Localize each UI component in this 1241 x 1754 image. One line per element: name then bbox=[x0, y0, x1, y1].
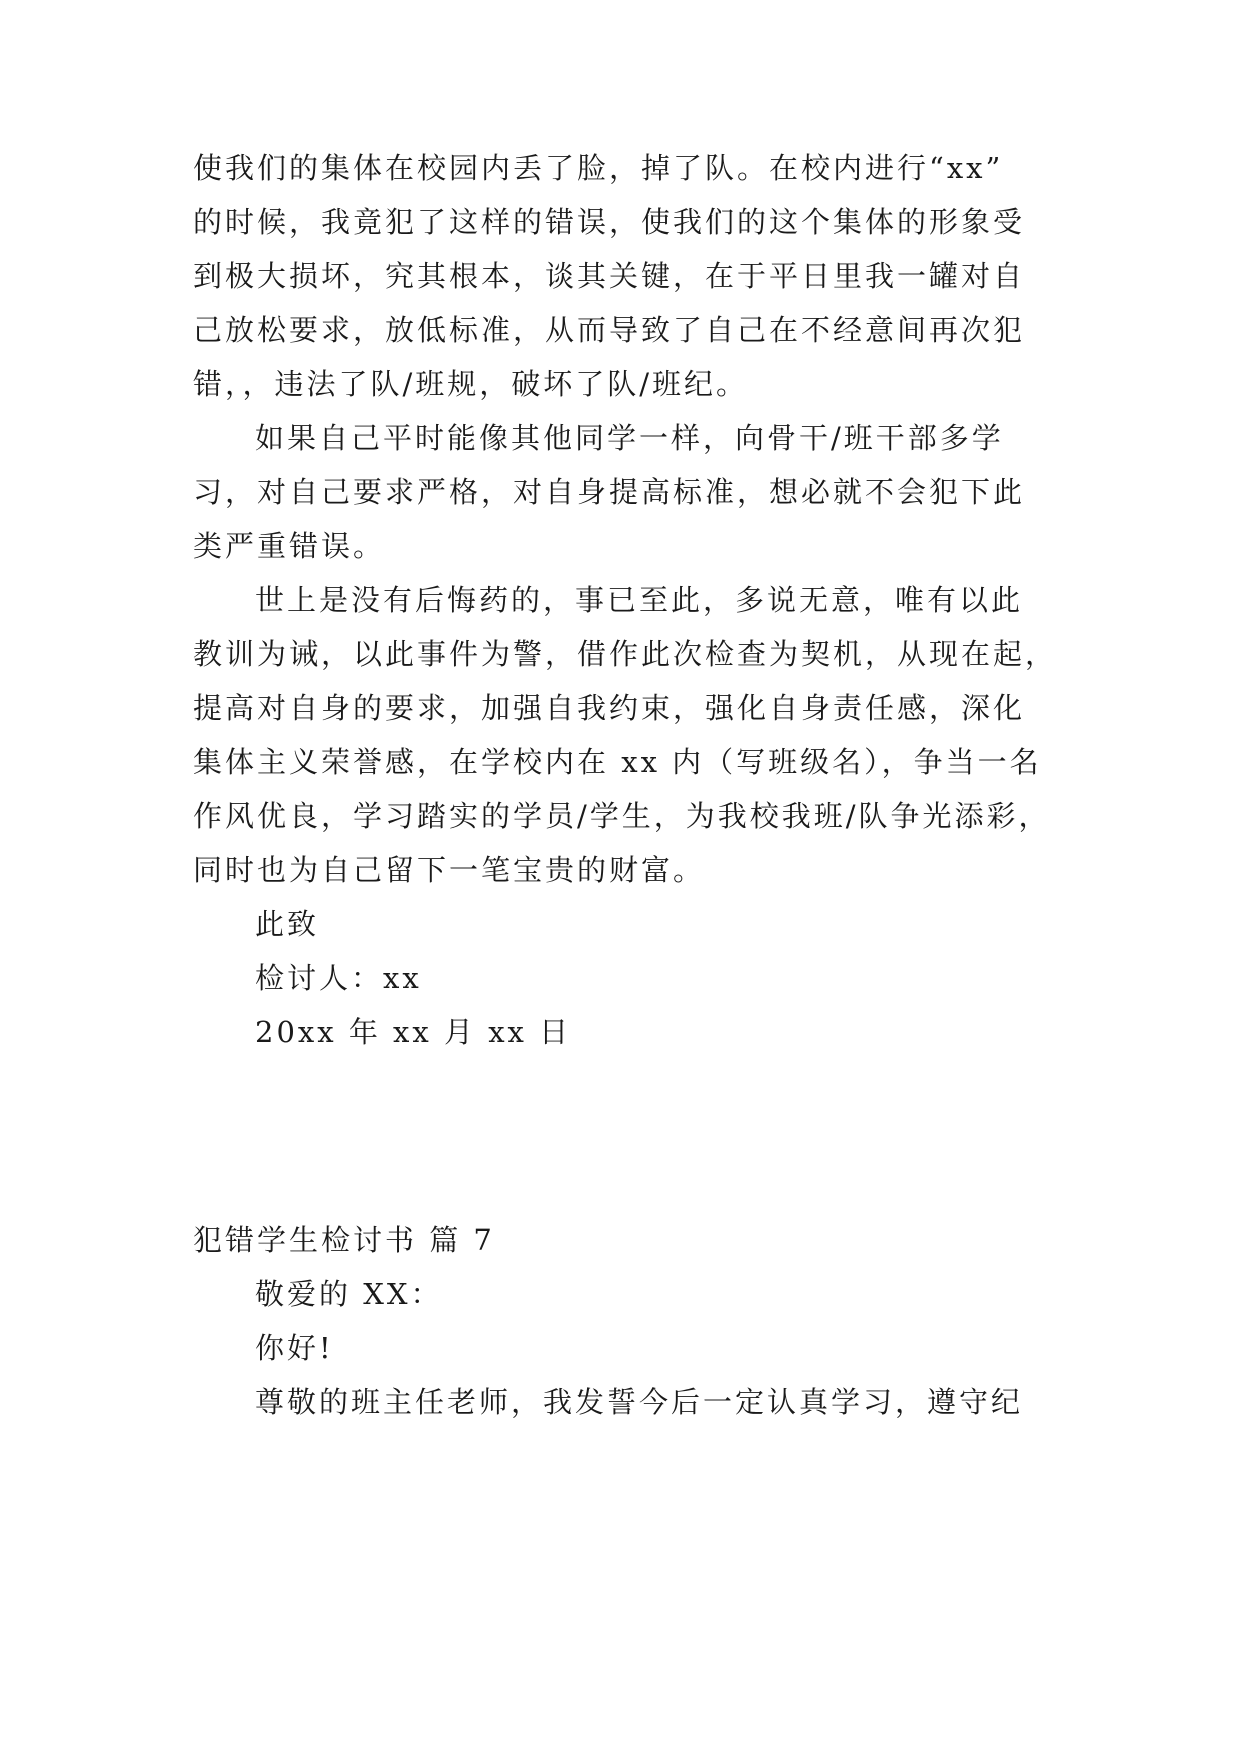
paragraph-line: 如果自己平时能像其他同学一样，向骨干/班干部多学 bbox=[255, 421, 1004, 455]
paragraph-line: 提高对自身的要求，加强自我约束，强化自身责任感，深化 bbox=[193, 691, 1026, 725]
closing-line: 此致 bbox=[255, 907, 320, 941]
paragraph-line: 使我们的集体在校园内丢了脸，掉了队。在校内进行“xx” bbox=[193, 151, 1004, 185]
paragraph-line: 的时候，我竟犯了这样的错误，使我们的这个集体的形象受 bbox=[193, 205, 1026, 239]
paragraph-line: 尊敬的班主任老师，我发誓今后一定认真学习，遵守纪 bbox=[255, 1385, 1024, 1419]
paragraph-line: 同时也为自己留下一笔宝贵的财富。 bbox=[193, 853, 706, 887]
signature-line: 检讨人：xx bbox=[255, 961, 422, 995]
greeting: 你好! bbox=[255, 1331, 334, 1365]
section-title: 犯错学生检讨书 篇 7 bbox=[193, 1223, 495, 1257]
paragraph-line: 集体主义荣誉感，在学校内在 xx 内（写班级名），争当一名 bbox=[193, 745, 1042, 779]
paragraph-line: 世上是没有后悔药的，事已至此，多说无意，唯有以此 bbox=[255, 583, 1024, 617]
date-line: 20xx 年 xx 月 xx 日 bbox=[255, 1015, 572, 1049]
paragraph-line: 作风优良，学习踏实的学员/学生，为我校我班/队争光添彩， bbox=[193, 799, 1051, 833]
paragraph-line: 类严重错误。 bbox=[193, 529, 386, 563]
paragraph-line: 教训为诫，以此事件为警，借作此次检查为契机，从现在起， bbox=[193, 637, 1058, 671]
paragraph-line: 错，，违法了队/班规，破坏了队/班纪。 bbox=[193, 367, 749, 401]
paragraph-line: 到极大损坏，究其根本，谈其关键，在于平日里我一罐对自 bbox=[193, 259, 1026, 293]
paragraph-line: 习，对自己要求严格，对自身提高标准，想必就不会犯下此 bbox=[193, 475, 1026, 509]
salutation: 敬爱的 XX： bbox=[255, 1277, 443, 1311]
paragraph-line: 己放松要求，放低标准，从而导致了自己在不经意间再次犯 bbox=[193, 313, 1026, 347]
